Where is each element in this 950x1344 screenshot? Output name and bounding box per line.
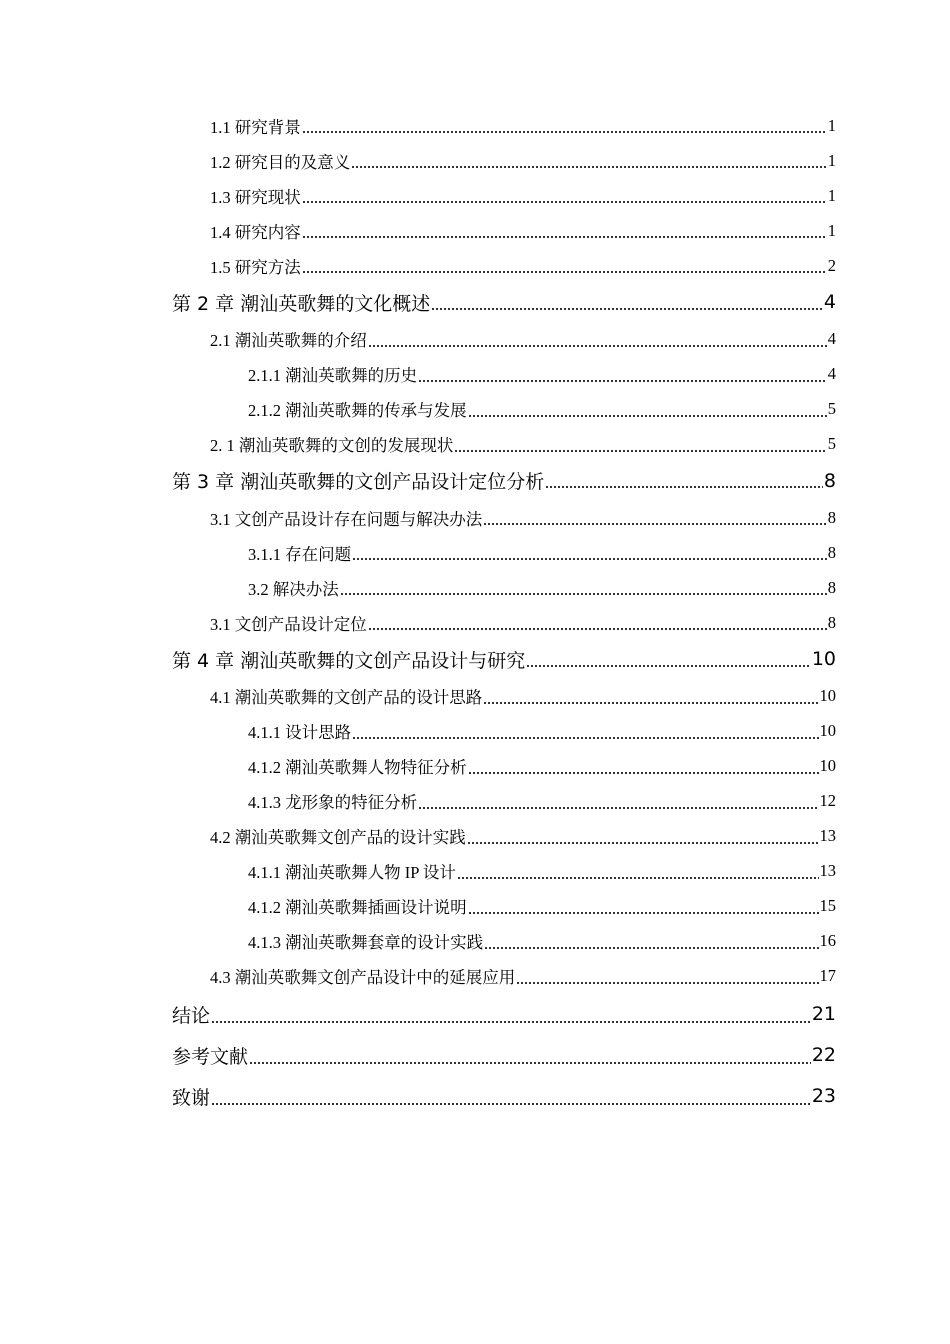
toc-entry-page-number: 10 bbox=[819, 686, 836, 705]
toc-entry-title: 3.1 文创产品设计存在问题与解决办法 bbox=[210, 509, 483, 529]
toc-entry-title: 4.1.2 潮汕英歌舞插画设计说明 bbox=[248, 898, 467, 917]
toc-entry[interactable] bbox=[0, 535, 950, 570]
toc-entry-page-number: 1 bbox=[827, 150, 836, 170]
dot-leader bbox=[483, 701, 818, 705]
toc-entry[interactable] bbox=[0, 427, 950, 462]
dot-leader bbox=[351, 165, 827, 169]
toc-entry-title: 第 2 章 潮汕英歌舞的文化概述 bbox=[172, 292, 431, 315]
toc-entry[interactable] bbox=[0, 500, 950, 535]
toc-entry-page-number: 1 bbox=[827, 185, 836, 205]
toc-entry-page-number: 10 bbox=[819, 756, 836, 775]
toc-entry[interactable] bbox=[0, 749, 950, 784]
dot-leader bbox=[368, 627, 827, 631]
toc-entry[interactable] bbox=[0, 357, 950, 392]
toc-chapter-entry[interactable] bbox=[0, 1035, 950, 1076]
table-of-contents bbox=[0, 108, 950, 1117]
toc-entry-page-number: 8 bbox=[827, 577, 836, 597]
toc-entry-title: 2.1.2 潮汕英歌舞的传承与发展 bbox=[248, 401, 467, 420]
toc-entry-title: 4.1.3 龙形象的特征分析 bbox=[248, 793, 418, 812]
dot-leader bbox=[454, 449, 826, 453]
toc-entry[interactable] bbox=[0, 248, 950, 283]
toc-entry[interactable] bbox=[0, 108, 950, 143]
dot-leader bbox=[352, 736, 818, 740]
toc-entry[interactable] bbox=[0, 679, 950, 714]
toc-entry-title: 4.1.1 设计思路 bbox=[248, 723, 352, 742]
dot-leader bbox=[340, 592, 827, 596]
toc-entry[interactable] bbox=[0, 213, 950, 248]
dot-leader bbox=[468, 911, 819, 915]
toc-entry-title: 1.3 研究现状 bbox=[210, 187, 301, 207]
dot-leader bbox=[302, 270, 827, 274]
toc-entry[interactable] bbox=[0, 322, 950, 357]
toc-entry[interactable] bbox=[0, 605, 950, 640]
toc-entry[interactable] bbox=[0, 819, 950, 854]
toc-entry-title: 4.1.3 潮汕英歌舞套章的设计实践 bbox=[248, 933, 484, 952]
dot-leader bbox=[484, 946, 818, 950]
toc-entry-page-number: 1 bbox=[827, 220, 836, 240]
toc-entry-page-number: 1 bbox=[827, 115, 836, 135]
toc-entry-title: 1.4 研究内容 bbox=[210, 222, 301, 242]
dot-leader bbox=[467, 841, 819, 845]
toc-chapter-entry[interactable] bbox=[0, 462, 950, 501]
dot-leader bbox=[352, 557, 827, 561]
toc-entry-page-number: 15 bbox=[819, 896, 836, 915]
dot-leader bbox=[431, 307, 823, 311]
dot-leader bbox=[418, 379, 827, 383]
toc-entry[interactable] bbox=[0, 959, 950, 994]
toc-entry[interactable] bbox=[0, 392, 950, 427]
toc-entry-title: 参考文献 bbox=[172, 1045, 249, 1068]
dot-leader bbox=[468, 414, 827, 418]
toc-entry[interactable] bbox=[0, 143, 950, 178]
toc-entry-page-number: 22 bbox=[811, 1044, 836, 1066]
dot-leader bbox=[526, 664, 811, 668]
toc-entry-page-number: 13 bbox=[819, 861, 836, 880]
toc-chapter-entry[interactable] bbox=[0, 994, 950, 1035]
dot-leader bbox=[302, 130, 827, 134]
dot-leader bbox=[418, 806, 818, 810]
toc-entry-title: 第 3 章 潮汕英歌舞的文创产品设计定位分析 bbox=[172, 471, 545, 494]
dot-leader bbox=[483, 522, 827, 526]
toc-entry-page-number: 5 bbox=[827, 399, 836, 418]
dot-leader bbox=[545, 485, 823, 489]
toc-entry-page-number: 4 bbox=[823, 291, 836, 314]
toc-entry-title: 4.1.1 潮汕英歌舞人物 IP 设计 bbox=[248, 863, 456, 882]
toc-entry-title: 致谢 bbox=[172, 1086, 211, 1109]
toc-entry-page-number: 10 bbox=[819, 721, 836, 740]
toc-chapter-entry[interactable] bbox=[0, 1076, 950, 1117]
toc-entry-page-number: 8 bbox=[827, 542, 836, 562]
toc-entry[interactable] bbox=[0, 889, 950, 924]
toc-entry-title: 3.1.1 存在问题 bbox=[248, 544, 352, 564]
toc-entry-title: 4.3 潮汕英歌舞文创产品设计中的延展应用 bbox=[210, 968, 516, 987]
toc-entry-page-number: 10 bbox=[811, 648, 836, 671]
toc-entry-title: 3.2 解决办法 bbox=[248, 579, 339, 599]
toc-entry-page-number: 8 bbox=[827, 612, 836, 632]
toc-entry-title: 4.2 潮汕英歌舞文创产品的设计实践 bbox=[210, 828, 466, 847]
toc-entry-title: 4.1.2 潮汕英歌舞人物特征分析 bbox=[248, 758, 467, 777]
toc-entry-page-number: 2 bbox=[827, 255, 836, 275]
toc-entry-title: 结论 bbox=[172, 1004, 211, 1027]
toc-entry[interactable] bbox=[0, 924, 950, 959]
toc-entry-title: 2.1.1 潮汕英歌舞的历史 bbox=[248, 366, 418, 385]
toc-entry-page-number: 13 bbox=[819, 826, 836, 845]
toc-entry-title: 1.1 研究背景 bbox=[210, 117, 301, 137]
toc-entry-page-number: 12 bbox=[819, 791, 836, 810]
toc-entry-title: 第 4 章 潮汕英歌舞的文创产品设计与研究 bbox=[172, 649, 526, 672]
toc-entry-page-number: 4 bbox=[827, 364, 836, 383]
dot-leader bbox=[516, 981, 818, 985]
toc-entry-page-number: 8 bbox=[827, 507, 836, 527]
toc-chapter-entry[interactable] bbox=[0, 283, 950, 322]
toc-entry-title: 2.1 潮汕英歌舞的介绍 bbox=[210, 331, 367, 350]
toc-chapter-entry[interactable] bbox=[0, 640, 950, 679]
dot-leader bbox=[468, 771, 819, 775]
dot-leader bbox=[211, 1102, 811, 1106]
toc-entry-title: 3.1 文创产品设计定位 bbox=[210, 614, 367, 634]
dot-leader bbox=[302, 235, 827, 239]
toc-entry-page-number: 5 bbox=[827, 434, 836, 453]
toc-entry[interactable] bbox=[0, 570, 950, 605]
toc-entry[interactable] bbox=[0, 178, 950, 213]
toc-entry-page-number: 21 bbox=[811, 1003, 836, 1025]
toc-entry-page-number: 23 bbox=[811, 1085, 836, 1107]
toc-entry-page-number: 4 bbox=[827, 329, 836, 348]
toc-entry-title: 1.2 研究目的及意义 bbox=[210, 152, 351, 172]
toc-entry-title: 2. 1 潮汕英歌舞的文创的发展现状 bbox=[210, 436, 454, 455]
toc-entry-title: 4.1 潮汕英歌舞的文创产品的设计思路 bbox=[210, 688, 483, 707]
dot-leader bbox=[457, 876, 819, 880]
toc-entry-page-number: 16 bbox=[819, 931, 836, 950]
toc-entry[interactable] bbox=[0, 714, 950, 749]
dot-leader bbox=[211, 1020, 811, 1024]
toc-entry-title: 1.5 研究方法 bbox=[210, 257, 301, 277]
toc-entry-page-number: 8 bbox=[823, 469, 836, 492]
dot-leader bbox=[368, 344, 827, 348]
dot-leader bbox=[302, 200, 827, 204]
toc-entry-page-number: 17 bbox=[819, 966, 836, 985]
dot-leader bbox=[249, 1061, 811, 1065]
toc-entry[interactable] bbox=[0, 854, 950, 889]
toc-entry[interactable] bbox=[0, 784, 950, 819]
